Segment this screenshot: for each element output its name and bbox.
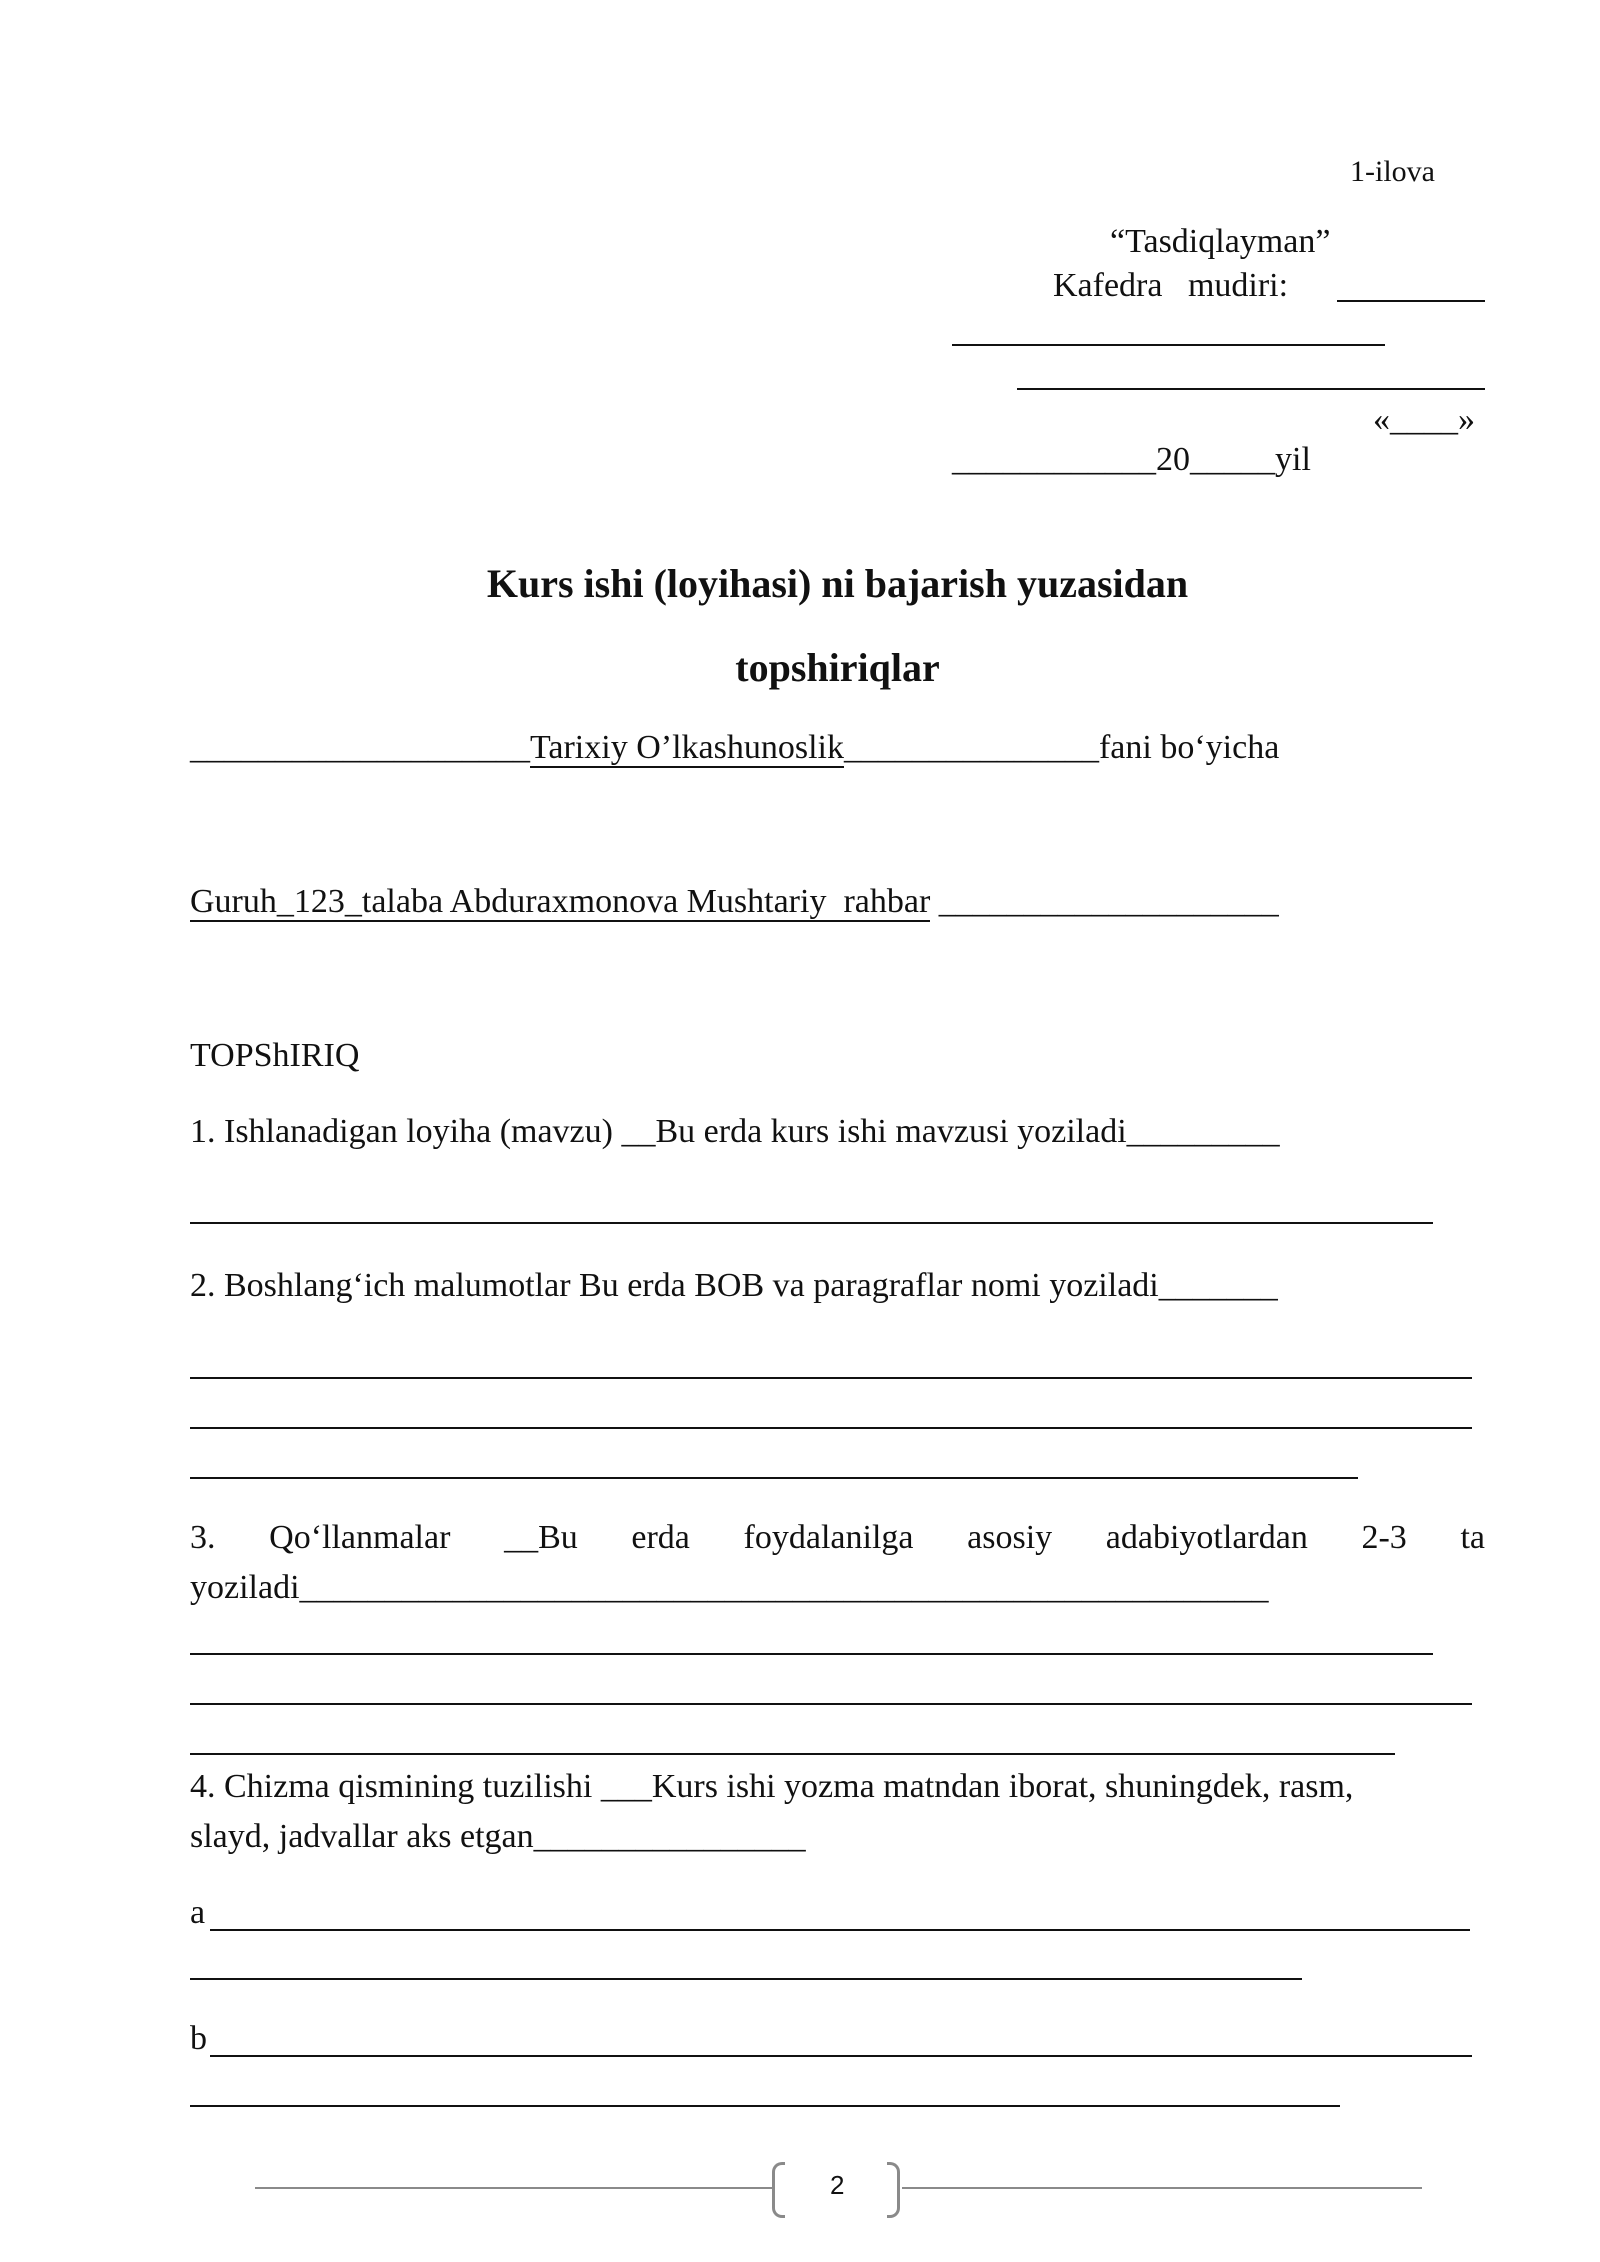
task-1: 1. Ishlanadigan loyiha (mavzu) __Bu erda kurs ishi mavzusi yoziladi_________ [190, 1113, 1280, 1150]
subject-name: Tarixiy O’lkashunoslik [530, 729, 844, 766]
page-number: 2 [830, 2170, 845, 2200]
approval-year-line: ____________20_____yil [952, 441, 1311, 478]
footer-rule-right [902, 2187, 1422, 2189]
task-3-answer-line-1 [190, 1653, 1433, 1655]
group-student-text: Guruh_123_talaba Abduraxmonova Mushtariy rahbar [190, 883, 931, 920]
footer-bracket-right [887, 2162, 900, 2218]
footer-bracket-left [772, 2162, 785, 2218]
footer-rule-left [255, 2187, 775, 2189]
task-2-answer-line-2 [190, 1427, 1472, 1429]
task-3-answer-line-2 [190, 1703, 1472, 1705]
task-4-line-1: 4. Chizma qismining tuzilishi ___Kurs ishi yozma matndan iborat, shuningdek, rasm, [190, 1768, 1354, 1805]
subitem-b-label: b [190, 2020, 207, 2057]
task-1-answer-line [190, 1222, 1433, 1224]
approval-blank-line-2 [1017, 388, 1485, 390]
task-2: 2. Boshlang‘ich malumotlar Bu erda BOB va paragraflar nomi yoziladi_______ [190, 1267, 1278, 1304]
subject-suffix-blank: _______________ [843, 729, 1099, 766]
document-title-line-2: topshiriqlar [735, 645, 940, 690]
task-4-line-2: slayd, jadvallar aks etgan________________ [190, 1818, 806, 1855]
group-student-line [190, 882, 1279, 922]
department-head-signature-line [1337, 300, 1485, 302]
subitem-a-label: a [190, 1894, 206, 1931]
subject-line [190, 728, 1279, 768]
task-3-line-1: 3. Qo‘llanmalar __Bu erda foydalanilga asosiy adabiyotlardan 2-3 ta [190, 1519, 1485, 1556]
annex-label: 1-ilova [1350, 155, 1435, 188]
subitem-a-line-1 [210, 1929, 1470, 1931]
task-3-line-2: yoziladi_________________________________________________________ [190, 1569, 1269, 1606]
document-title-line-1: Kurs ishi (loyihasi) ni bajarish yuzasidan [486, 561, 1189, 606]
approval-date-quote: «____» [1373, 401, 1475, 438]
subject-suffix-text: fani bo‘yicha [1098, 729, 1280, 766]
department-head-label: Kafedra mudiri: [1053, 267, 1289, 304]
approval-heading: “Tasdiqlayman” [1110, 223, 1331, 260]
approval-blank-line-1 [952, 344, 1385, 346]
supervisor-blank: ____________________ [930, 883, 1279, 920]
subitem-b-line-1 [210, 2055, 1472, 2057]
subitem-b-line-2 [190, 2105, 1340, 2107]
task-3-answer-line-3 [190, 1753, 1395, 1755]
subitem-a-line-2 [190, 1978, 1302, 1980]
task-heading: TOPShIRIQ [190, 1037, 360, 1074]
task-2-answer-line-1 [190, 1377, 1472, 1379]
task-2-answer-line-3 [190, 1477, 1358, 1479]
subject-prefix-blank: ____________________ [190, 729, 530, 766]
